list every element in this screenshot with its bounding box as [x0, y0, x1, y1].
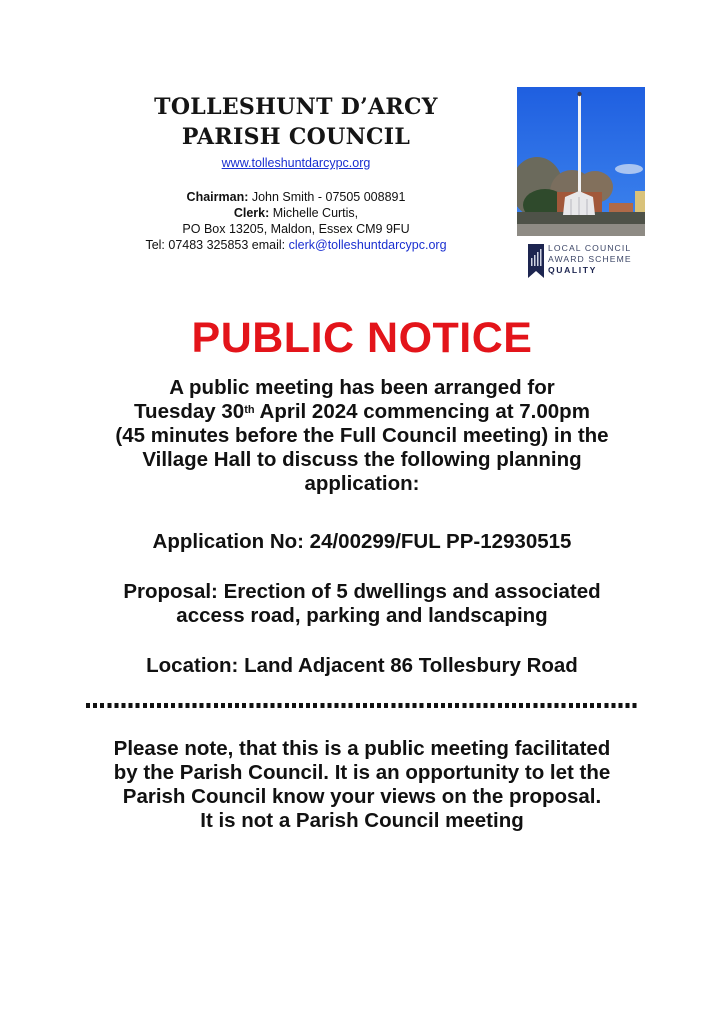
- footer-line: It is not a Parish Council meeting: [200, 809, 524, 832]
- footer-line: by the Parish Council. It is an opportunity to let the: [113, 761, 611, 784]
- council-name-line2: PARISH COUNCIL: [181, 124, 411, 150]
- footer-line: Please note, that this is a public meeting facilitated: [113, 737, 611, 760]
- award-line3: QUALITY: [548, 265, 597, 275]
- tel-text: Tel: 07483 325853 email:: [145, 238, 289, 252]
- date-ordinal: th: [244, 404, 255, 416]
- location: Location: Land Adjacent 86 Tollesbury Road: [146, 654, 578, 677]
- proposal-line: Proposal: Erection of 5 dwellings and associated: [123, 580, 601, 603]
- chairman-line: [110, 189, 482, 205]
- clerk-label: Clerk:: [233, 206, 270, 220]
- website-link[interactable]: www.tolleshuntdarcypc.org: [221, 156, 371, 170]
- proposal-line: access road, parking and landscaping: [176, 604, 548, 627]
- intro-date-pre: Tuesday 30: [134, 400, 245, 423]
- email-link[interactable]: clerk@tolleshuntdarcypc.org: [288, 238, 447, 252]
- clerk-line: [110, 205, 482, 221]
- council-header: [110, 92, 482, 253]
- contact-details: [110, 189, 482, 253]
- chairman-value: John Smith - 07505 008891: [248, 190, 406, 204]
- award-scheme-logo: [528, 243, 648, 279]
- meeting-intro: [60, 376, 664, 496]
- proposal: [60, 580, 664, 628]
- notice-title: PUBLIC NOTICE: [191, 314, 533, 362]
- chairman-label: Chairman:: [186, 190, 249, 204]
- intro-line: [60, 400, 664, 424]
- intro-line: (45 minutes before the Full Council meeting) in the: [115, 424, 609, 447]
- address-line: PO Box 13205, Maldon, Essex CM9 9FU: [182, 222, 410, 236]
- tel-email-line: [110, 237, 482, 253]
- intro-date-post: April 2024 commencing at 7.00pm: [254, 400, 590, 423]
- council-name-line1: TOLLESHUNT D’ARCY: [154, 94, 438, 120]
- intro-line: A public meeting has been arranged for: [169, 376, 555, 399]
- footer-note: [60, 737, 664, 833]
- clerk-value: Michelle Curtis,: [269, 206, 359, 220]
- application-number: Application No: 24/00299/FUL PP-12930515: [152, 530, 572, 553]
- award-ribbon-icon: [528, 244, 544, 278]
- village-maypole-photo: [517, 87, 645, 236]
- intro-line: application:: [304, 472, 420, 495]
- intro-line: Village Hall to discuss the following planning: [142, 448, 582, 471]
- award-line2: AWARD SCHEME: [548, 254, 632, 264]
- footer-line: Parish Council know your views on the proposal.: [122, 785, 602, 808]
- dotted-divider: [86, 703, 637, 708]
- award-scheme-text: [548, 243, 632, 276]
- award-line1: LOCAL COUNCIL: [548, 243, 632, 253]
